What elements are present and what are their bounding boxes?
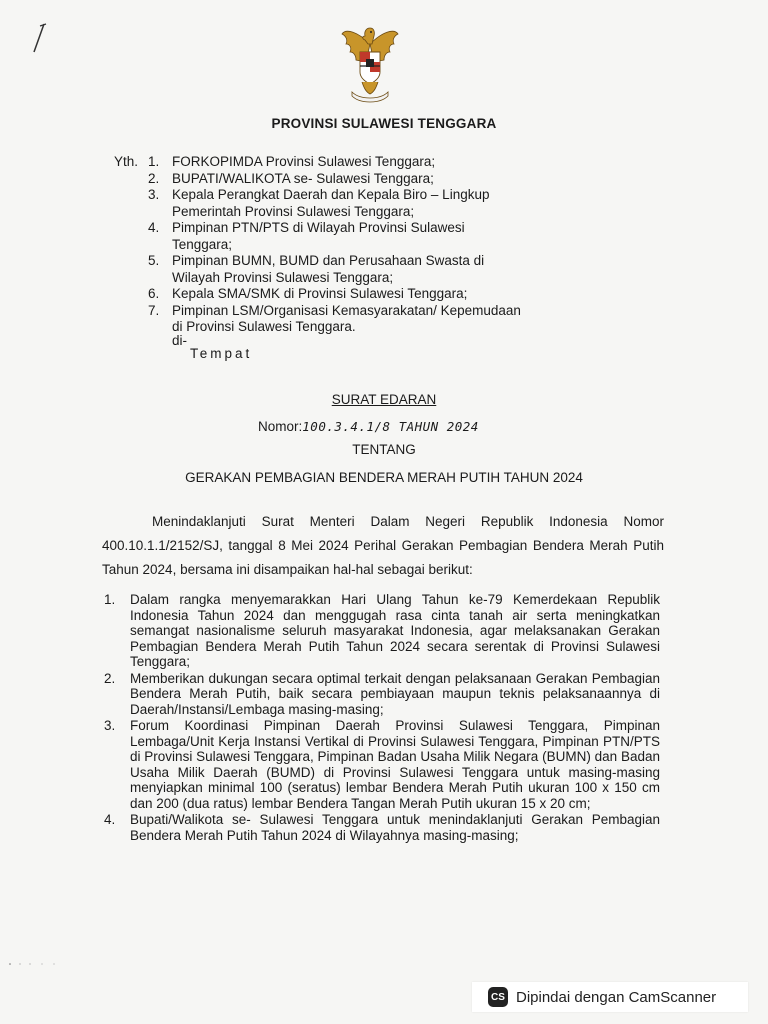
document-number	[258, 419, 479, 434]
list-item: 6. Kepala SMA/SMK di Provinsi Sulawesi Tenggara;	[148, 286, 468, 301]
subject-heading: GERAKAN PEMBAGIAN BENDERA MERAH PUTIH TAHUN 2024	[185, 470, 583, 485]
pen-stroke-mark	[30, 22, 50, 56]
list-item: 3. Forum Koordinasi Pimpinan Daerah Provinsi Sulawesi Tenggara, Pimpinan Lembaga/Unit Kerja Instansi Vertikal di Provinsi Sulawesi Tenggara, Pimpinan PTN/PTS di Provinsi Sulawesi Tenggara, Pimpinan Badan Usaha Milik Negara (BUMN) dan Badan Usaha Milik Daerah (BUMD) di Provinsi Sulawesi Tenggara untuk masing-masing menyiapkan minimal 100 (seratus) lembar Bendera Merah Putih ukuran 100 x 150 cm dan 200 (dua ratus) lembar Bendera Tangan Merah Putih ukuran 15 x 20 cm;	[104, 718, 660, 811]
tentang-heading: TENTANG	[352, 442, 416, 457]
points-list	[104, 592, 660, 844]
recipient-list	[148, 154, 528, 336]
camscanner-watermark	[472, 982, 748, 1012]
camscanner-logo-icon: CS	[488, 987, 508, 1007]
document-title: SURAT EDARAN	[331, 392, 437, 407]
di-label: di-	[172, 333, 188, 348]
camscanner-label: Dipindai dengan CamScanner	[516, 988, 717, 1006]
province-heading: PROVINSI SULAWESI TENGGARA	[271, 116, 497, 131]
tempat-label: Tempat	[190, 346, 253, 361]
list-item: 4. Bupati/Walikota se- Sulawesi Tenggara untuk menindaklanjuti Gerakan Pembagian Bendera Merah Putih Tahun 2024 di Wilayahnya masing-masing;	[104, 812, 660, 843]
nomor-label: Nomor:	[258, 419, 303, 434]
list-item: 7. Pimpinan LSM/Organisasi Kemasyarakatan/ Kepemudaan di Provinsi Sulawesi Tenggara.	[148, 302, 521, 334]
intro-paragraph: Menindaklanjuti Surat Menteri Dalam Negeri Republik Indonesia Nomor 400.10.1.1/2152/SJ, tanggal 8 Mei 2024 Perihal Gerakan Pembagian Bendera Merah Putih Tahun 2024, bersama ini disampaikan hal-hal sebagai berikut:	[102, 514, 664, 577]
list-item: 4. Pimpinan PTN/PTS di Wilayah Provinsi Sulawesi Tenggara;	[148, 220, 465, 252]
nomor-value: 100.3.4.1/8 TAHUN 2024	[302, 419, 479, 434]
list-item: 1. FORKOPIMDA Provinsi Sulawesi Tenggara;	[148, 154, 436, 169]
salutation: Yth.	[114, 154, 139, 169]
list-item: 2. Memberikan dukungan secara optimal terkait dengan pelaksanaan Gerakan Pembagian Bendera Merah Putih, baik secara pembiayaan maupun teknis pelaksanaannya di Daerah/Instansi/Lembaga masing-masing;	[104, 670, 660, 717]
list-item: 5. Pimpinan BUMN, BUMD dan Perusahaan Swasta di Wilayah Provinsi Sulawesi Tenggara;	[148, 253, 485, 285]
list-item: 2. BUPATI/WALIKOTA se- Sulawesi Tenggara;	[148, 170, 434, 186]
list-item: 3. Kepala Perangkat Daerah dan Kepala Biro – Lingkup Pemerintah Provinsi Sulawesi Tenggara;	[148, 187, 490, 219]
scan-margin-dots	[4, 960, 64, 968]
list-item: 1. Dalam rangka menyemarakkan Hari Ulang Tahun ke-79 Kemerdekaan Republik Indonesia Tahun 2024 dan menggugah rasa cinta tanah air serta meningkatkan semangat nasionalisme seluruh masyarakat Indonesia, agar melaksanakan Gerakan Pembagian Bendera Merah Putih Tahun 2024 secara serentak di Provinsi Sulawesi Tenggara;	[104, 592, 660, 669]
garuda-pancasila-emblem	[338, 22, 402, 104]
